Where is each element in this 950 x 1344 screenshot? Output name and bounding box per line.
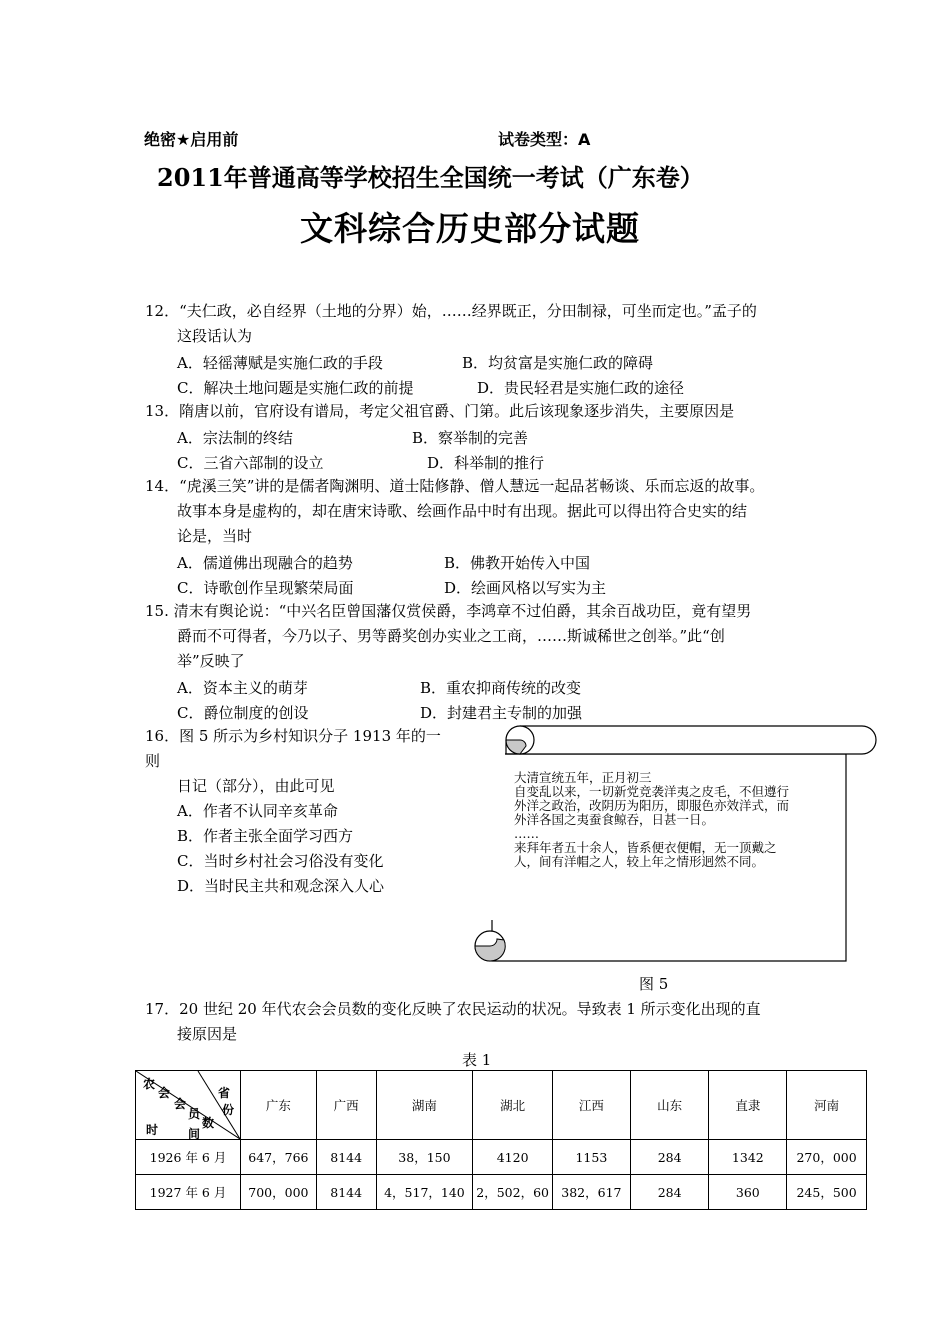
q15-stem-line2: 爵而不可得者，今乃以子、男等爵奖创办实业之工商，……斯诚稀世之创举。”此“创	[177, 627, 725, 645]
q17-stem-line1: 17．20 世纪 20 年代农会会员数的变化反映了农民运动的状况。导致表 1 所示变化出现的直	[145, 1000, 761, 1018]
q12-option-b: B．均贫富是实施仁政的障碍	[462, 354, 654, 372]
q13-option-c: C．三省六部制的设立	[177, 454, 324, 472]
column-header: 直隶	[709, 1071, 787, 1140]
row-time: 1927 年 6 月	[136, 1175, 241, 1210]
exam-title: 2011年普通高等学校招生全国统一考试（广东卷）	[157, 163, 704, 192]
diary-line: 来拜年者五十余人，皆系便衣便帽，无一顶戴之	[514, 840, 777, 855]
corner-char: 份	[222, 1103, 235, 1117]
q14-option-a: A．儒道佛出现融合的趋势	[177, 554, 353, 572]
diary-line: 人，间有洋帽之人，较上年之情形迥然不同。	[514, 854, 765, 869]
table-cell: 1153	[553, 1140, 631, 1175]
q16-stem-line2: 则	[145, 752, 161, 770]
figure-caption: 图 5	[639, 975, 669, 993]
column-header: 山东	[630, 1071, 709, 1140]
table-caption: 表 1	[462, 1051, 492, 1069]
q14-stem-line3: 论是，当时	[177, 527, 253, 545]
table-cell: 4，517，140	[376, 1175, 473, 1210]
corner-char: 数	[202, 1116, 215, 1130]
corner-char: 时	[146, 1123, 159, 1137]
corner-char: 省	[218, 1086, 231, 1100]
corner-char: 员	[188, 1107, 201, 1121]
q14-stem-line1: 14．“虎溪三笑”讲的是儒者陶渊明、道士陆修静、僧人慧远一起品茗畅谈、乐而忘返的故事。	[145, 477, 765, 495]
q16-option-d: D．当时民主共和观念深入人心	[177, 877, 385, 895]
q12-option-c: C．解决土地问题是实施仁政的前提	[177, 379, 414, 397]
q16-option-b: B．作者主张全面学习西方	[177, 827, 354, 845]
confidential-label: 绝密★启用前	[144, 130, 239, 149]
q16-option-c: C．当时乡村社会习俗没有变化	[177, 852, 384, 870]
exam-subtitle: 文科综合历史部分试题	[300, 209, 640, 248]
q14-option-b: B．佛教开始传入中国	[444, 554, 591, 572]
q15-option-b: B．重农抑商传统的改变	[420, 679, 582, 697]
column-header: 河南	[787, 1071, 867, 1140]
table-cell: 700，000	[241, 1175, 317, 1210]
paper-type-label: 试卷类型：A	[498, 130, 591, 149]
column-header: 广西	[316, 1071, 376, 1140]
column-header: 江西	[553, 1071, 631, 1140]
column-header: 湖北	[473, 1071, 553, 1140]
table-cell: 284	[630, 1140, 709, 1175]
table-header-row	[136, 1071, 867, 1140]
q17-stem-line2: 接原因是	[177, 1025, 238, 1043]
diary-line: 外洋之政治，改阴历为阳历，即服色亦效洋式，而	[514, 798, 790, 813]
corner-cell	[136, 1071, 241, 1140]
table-cell: 270，000	[787, 1140, 867, 1175]
q14-option-c: C．诗歌创作呈现繁荣局面	[177, 579, 354, 597]
q15-option-c: C．爵位制度的创设	[177, 704, 309, 722]
q12-stem-line2: 这段话认为	[177, 327, 253, 345]
corner-char: 农	[143, 1077, 156, 1091]
q16-option-a: A．作者不认同辛亥革命	[177, 802, 338, 820]
table-row	[136, 1140, 867, 1175]
table-cell: 382，617	[553, 1175, 631, 1210]
column-header: 湖南	[376, 1071, 473, 1140]
q14-option-d: D．绘画风格以写实为主	[444, 579, 607, 597]
column-header: 广东	[241, 1071, 317, 1140]
table-cell: 245，500	[787, 1175, 867, 1210]
corner-char: 会	[174, 1097, 187, 1111]
q12-stem-line1: 12．“夫仁政，必自经界（土地的分界）始，……经界既正，分田制禄，可坐而定也。”孟子的	[145, 302, 757, 320]
table-cell: 647，766	[241, 1140, 317, 1175]
q12-option-d: D．贵民轻君是实施仁政的途径	[477, 379, 685, 397]
q13-option-b: B．察举制的完善	[412, 429, 529, 447]
q15-stem-line1: 15. 清末有舆论说：“中兴名臣曾国藩仅赏侯爵，李鸿章不过伯爵，其余百战功臣，竟有望男	[145, 602, 752, 620]
corner-char: 会	[158, 1086, 171, 1100]
diary-text	[514, 771, 789, 869]
table-cell: 360	[709, 1175, 787, 1210]
table-cell: 8144	[316, 1140, 376, 1175]
corner-char: 间	[188, 1127, 201, 1141]
table-cell: 2，502，60	[473, 1175, 553, 1210]
diary-line: ……	[514, 826, 539, 841]
q15-option-a: A．资本主义的萌芽	[177, 679, 308, 697]
diary-line: 大清宣统五年，正月初三	[514, 770, 652, 785]
q16-stem-line3: 日记（部分），由此可见	[177, 777, 335, 795]
q15-option-d: D．封建君主专制的加强	[420, 704, 583, 722]
q13-stem-line1: 13．隋唐以前，官府设有谱局，考定父祖官爵、门第。此后该现象逐步消失，主要原因是	[145, 402, 735, 420]
diary-line: 外洋各国之夷蚕食鲸吞，日甚一日。	[514, 812, 715, 827]
table-cell: 8144	[316, 1175, 376, 1210]
q14-stem-line2: 故事本身是虚构的，却在唐宋诗歌、绘画作品中时有出现。据此可以得出符合史实的结	[177, 502, 748, 520]
table-cell: 1342	[709, 1140, 787, 1175]
q12-option-a: A．轻徭薄赋是实施仁政的手段	[177, 354, 383, 372]
q13-option-a: A．宗法制的终结	[177, 429, 293, 447]
q13-option-d: D．科举制的推行	[427, 454, 545, 472]
table-cell: 38，150	[376, 1140, 473, 1175]
table-cell: 284	[630, 1175, 709, 1210]
table-cell: 4120	[473, 1140, 553, 1175]
row-time: 1926 年 6 月	[136, 1140, 241, 1175]
membership-table	[135, 1070, 867, 1210]
diary-line: 自变乱以来，一切新党竞袭洋夷之皮毛，不但遵行	[514, 784, 790, 799]
q16-stem-line1: 16．图 5 所示为乡村知识分子 1913 年的一	[145, 727, 441, 745]
q15-stem-line3: 举”反映了	[177, 652, 245, 670]
table-row	[136, 1175, 867, 1210]
